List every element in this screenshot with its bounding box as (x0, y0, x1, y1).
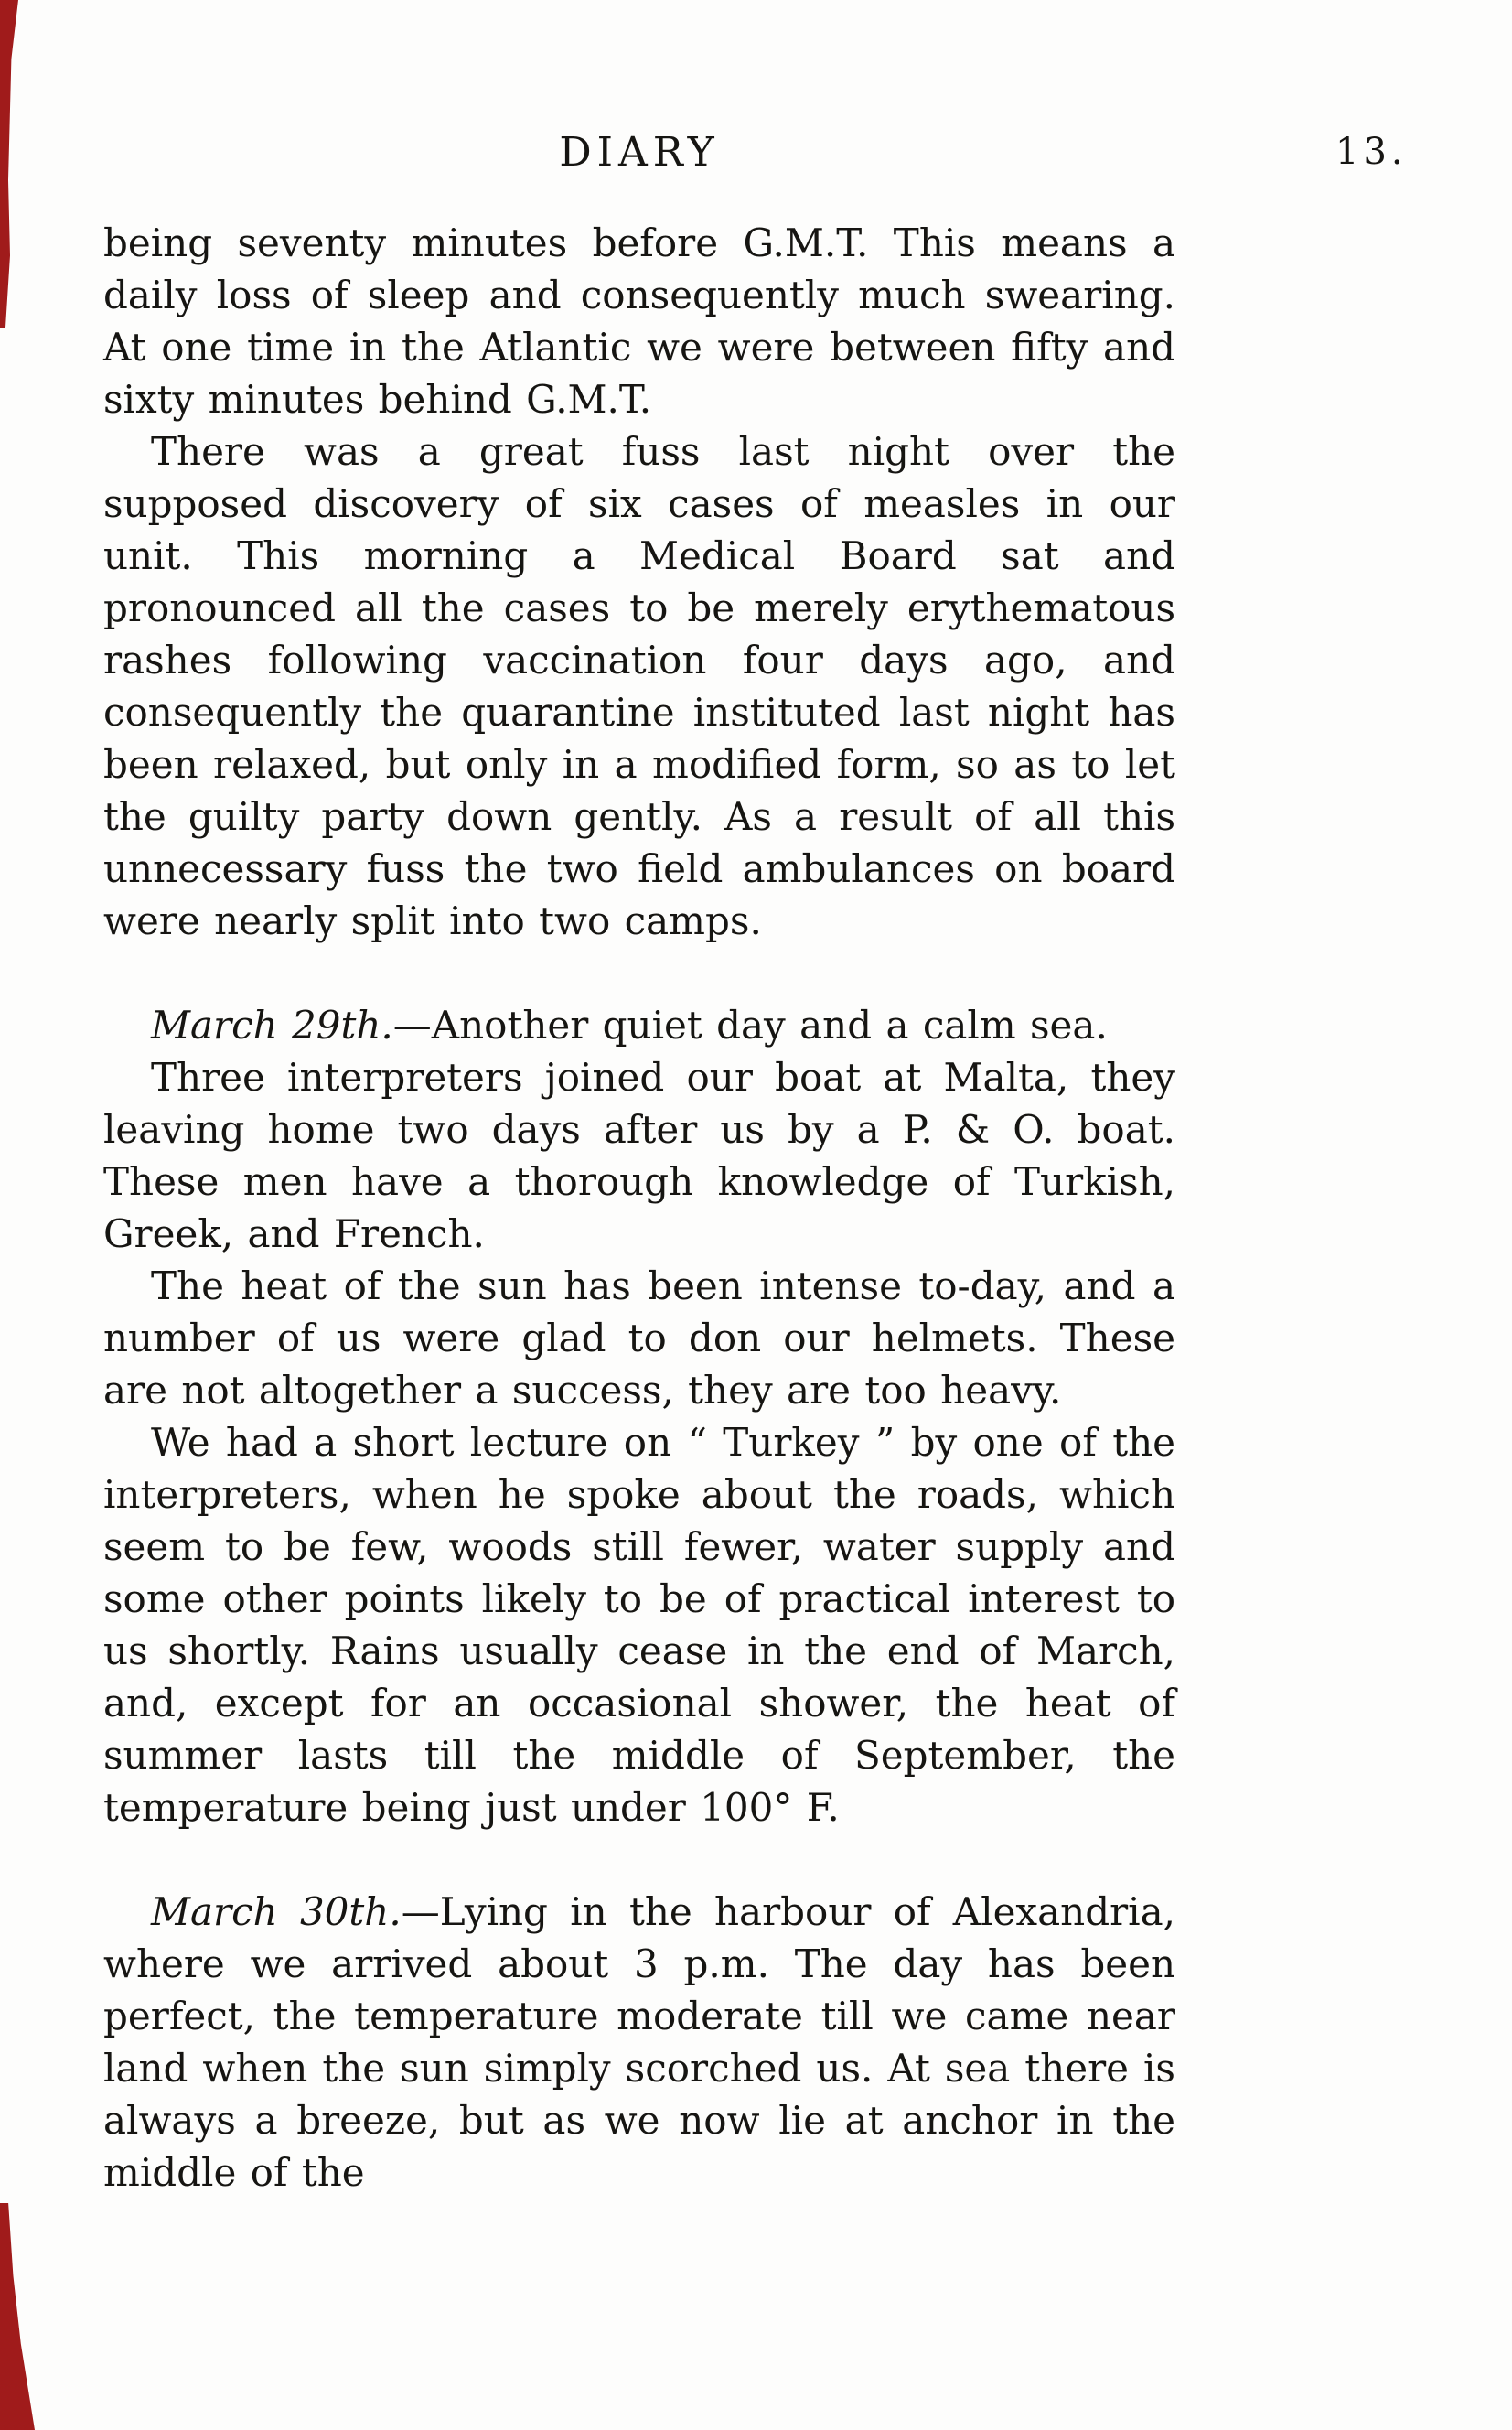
binding-edge-top-decoration (0, 0, 18, 328)
entry-text: —Lying in the harbour of Alexandria, where we arrived about 3 p.m. The day has been perfect, the temperature moderate till we came near land when the sun simply scorched us. At sea there is always a breeze, but as we now lie at anchor in the middle of the (103, 1889, 1175, 2195)
diary-entry-march-29 (103, 999, 1175, 1051)
paragraph-measles-fuss: There was a great fuss last night over the supposed discovery of six cases of measles in our unit. This morning a Medical Board sat and pronounced all the cases to be merely erythematous rashes following vaccination four days ago, and consequently the quarantine instituted last night has been relaxed, but only in a modified form, so as to let the guilty party down gently. As a result of all this unnecessary fuss the two field ambulances on board were nearly split into two camps. (103, 429, 1175, 943)
page-title: DIARY (559, 129, 720, 176)
page-header (103, 126, 1408, 178)
paragraph-sun-helmets: The heat of the sun has been intense to-day, and a number of us were glad to don our helmets. These are not altogether a success, they are too heavy. (103, 1263, 1175, 1413)
paragraph-turkey-lecture: We had a short lecture on “ Turkey ” by one of the interpreters, when he spoke about the roads, which seem to be few, woods still fewer, water supply and some other points likely to be of practical interest to us shortly. Rains usually cease in the end of March, and, except for an occasional shower, the heat of summer lasts till the middle of September, the temperature being just under 100° F. (103, 1420, 1175, 1830)
entry-date-march-30: March 30th. (151, 1889, 402, 1934)
paragraph-continuation: being seventy minutes before G.M.T. This means a daily loss of sleep and consequently much swearing. At one time in the Atlantic we were between fifty and sixty minutes behind G.M.T. (103, 220, 1175, 422)
body-text (103, 217, 1175, 2199)
page-number: 13. (1335, 131, 1408, 173)
paragraph-interpreters: Three interpreters joined our boat at Malta, they leaving home two days after us by a P. & O. boat. These men have a thorough knowledge of Turkish, Greek, and French. (103, 1055, 1175, 1256)
entry-date-march-29: March 29th. (151, 1003, 393, 1048)
binding-edge-bottom-decoration (0, 2203, 35, 2430)
entry-text: —Another quiet day and a calm sea. (392, 1003, 1108, 1048)
diary-entry-march-30 (103, 1886, 1175, 2199)
